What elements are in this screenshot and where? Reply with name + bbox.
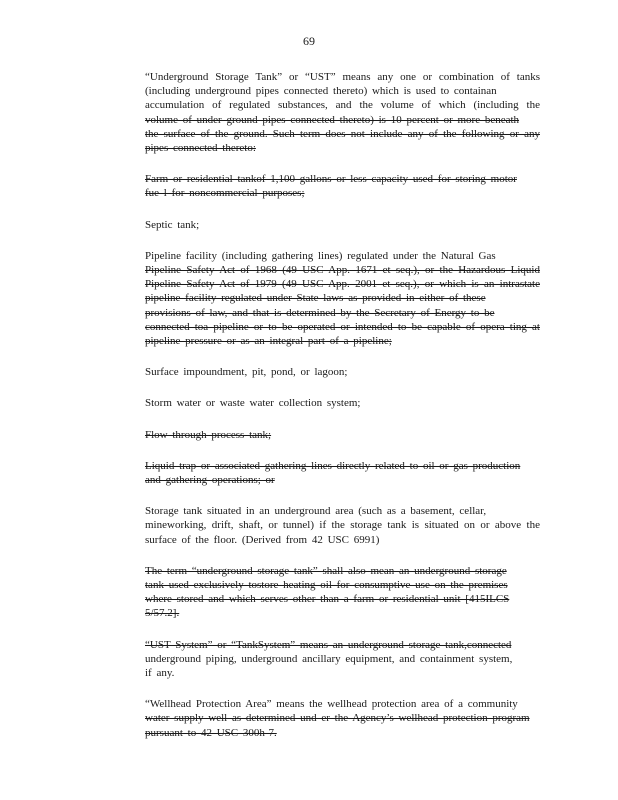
struck-text-line: fue l for noncommercial purposes; (145, 187, 305, 200)
struck-text-line: The term “underground storage tank” shall also mean an underground storage (145, 564, 507, 577)
struck-text-line: Pipeline Safety Act of 1979 (49 USC App. 2001 et seq.), or which is an intrastate (145, 278, 540, 291)
struck-text-line: the surface of the ground. Such term does not include any of the following or any (145, 127, 540, 140)
definition-paragraph (145, 396, 540, 410)
text-line: Surface impoundment, pit, pond, or lagoon; (145, 366, 348, 379)
text-line: underground piping, underground ancillary equipment, and containment system, (145, 652, 513, 665)
text-line: accumulation of regulated substances, and the volume of which (including the (145, 99, 540, 112)
definition-paragraph (145, 564, 540, 621)
definition-paragraph (145, 218, 540, 232)
text-line: Storm water or waste water collection system; (145, 397, 361, 410)
struck-text-line: and gathering operations; or (145, 473, 275, 486)
definition-paragraph (145, 365, 540, 379)
definition-paragraph (145, 697, 540, 740)
struck-text-line: Liquid trap or associated gathering lines directly related to oil or gas production (145, 459, 521, 472)
struck-text-line: Pipeline Safety Act of 1968 (49 USC App. 1671 et seq.), or the Hazardous Liquid (145, 263, 540, 276)
document-body (145, 70, 540, 757)
text-line: Storage tank situated in an underground area (such as a basement, cellar, (145, 505, 487, 518)
struck-text-line: pursuant to 42 USC 300h-7. (145, 726, 277, 739)
struck-text-line: tank used exclusively tostore heating oil for consumptive use on the premises (145, 578, 508, 591)
struck-text-line: Farm or residential tankof 1,100 gallons or less capacity used for storing motor (145, 173, 517, 186)
definition-paragraph (145, 504, 540, 547)
definition-paragraph (145, 459, 540, 487)
text-line: (including underground pipes connected thereto) which is used to containan (145, 85, 497, 98)
text-line: surface of the floor. (Derived from 42 USC 6991) (145, 533, 380, 546)
text-line: if any. (145, 666, 175, 679)
text-line: mineworking, drift, shaft, or tunnel) if the storage tank is situated on or above the (145, 519, 540, 532)
struck-text-line: pipes connected thereto: (145, 141, 256, 154)
text-line: “Underground Storage Tank” or “UST” means any one or combination of tanks (145, 71, 540, 83)
text-line: Septic tank; (145, 218, 200, 231)
page-number: 69 (303, 34, 315, 48)
struck-text-line: volume of under ground pipes connected thereto) is 10 percent or more beneath (145, 113, 520, 126)
text-line: Pipeline facility (including gathering lines) regulated under the Natural Gas (145, 249, 496, 262)
definition-paragraph (145, 638, 540, 681)
struck-text-line: pipeline pressure or as an integral part of a pipeline; (145, 334, 392, 347)
definition-paragraph (145, 172, 540, 200)
definition-paragraph (145, 249, 540, 348)
struck-text-line: connected toa pipeline or to be operated or intended to be capable of opera ting at (145, 320, 540, 333)
definition-paragraph (145, 70, 540, 155)
struck-text-line: “UST System” or “TankSystem” means an underground storage tank,connected (145, 638, 512, 651)
struck-text-line: water supply well as determined und er the Agency’s wellhead protection program (145, 712, 530, 725)
struck-text-line: provisions of law, and that is determined by the Secretary of Energy to be (145, 306, 495, 319)
struck-text-line: Flow through process tank; (145, 428, 272, 441)
struck-text-line: where stored and which serves other than a farm or residential unit [415ILCS (145, 593, 510, 606)
definition-paragraph (145, 428, 540, 442)
text-line: “Wellhead Protection Area” means the wellhead protection area of a community (145, 698, 518, 711)
struck-text-line: pipeline facility regulated under State laws as provided in either of these (145, 292, 486, 305)
struck-text-line: 5/57.2]. (145, 607, 180, 620)
